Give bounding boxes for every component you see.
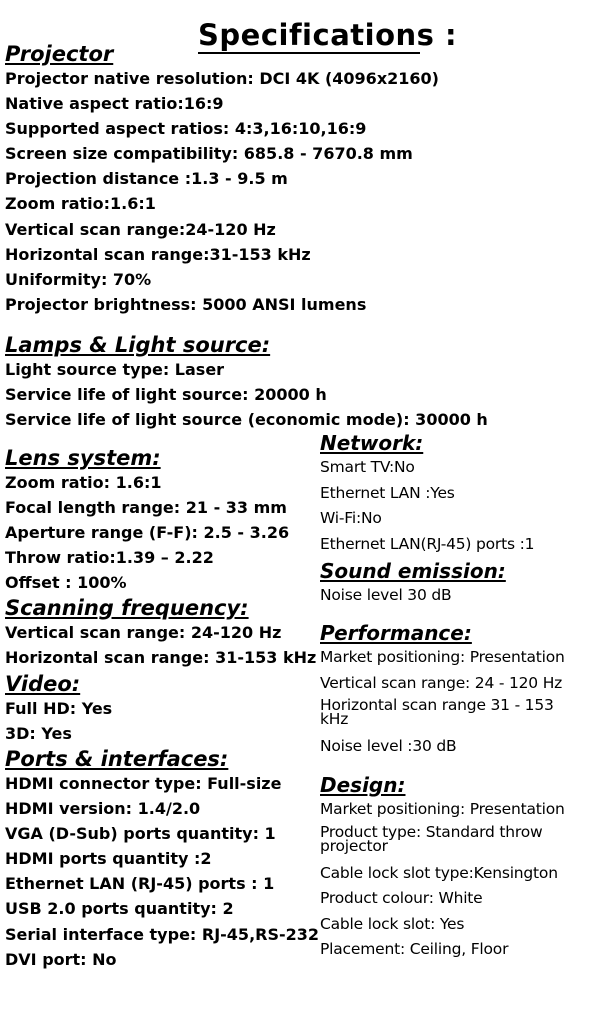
spec-line: USB 2.0 ports quantity: 2 [5, 899, 234, 919]
spec-line: Noise level 30 dB [320, 586, 452, 604]
spec-line: Market positioning: Presentation [320, 800, 565, 818]
spec-line: Projector native resolution: DCI 4K (4096x2160) [5, 69, 439, 88]
spec-line: Uniformity: 70% [5, 269, 152, 289]
section-performance [320, 621, 585, 760]
spec-line: Full HD: Yes [5, 699, 113, 718]
spec-line: Service life of light source (economic mode): 30000 h [5, 410, 488, 430]
spec-line: Zoom ratio: 1.6:1 [5, 473, 162, 492]
section-design [320, 773, 585, 963]
spec-line: VGA (D-Sub) ports quantity: 1 [5, 824, 276, 844]
spec-line: Vertical scan range:24-120 Hz [5, 219, 276, 239]
section-sound [320, 559, 506, 609]
spec-line: Projector brightness: 5000 ANSI lumens [5, 294, 367, 314]
spec-line: Product colour: White [320, 889, 483, 907]
spec-line: Horizontal scan range 31 - 153 kHz [320, 696, 554, 728]
spec-line: Screen size compatibility: 685.8 - 7670.8 mm [5, 144, 413, 164]
spec-line: Offset : 100% [5, 573, 127, 593]
spec-line: Service life of light source: 20000 h [5, 385, 327, 405]
spec-line: Throw ratio:1.39 – 2.22 [5, 548, 214, 568]
spec-line: Cable lock slot: Yes [320, 914, 465, 933]
section-heading: Ports & interfaces: [5, 747, 229, 771]
spec-line: Smart TV:No [320, 458, 415, 476]
section-heading: Scanning frequency: [5, 596, 249, 620]
spec-line: Wi-Fi:No [320, 509, 382, 527]
section-scanning [5, 596, 316, 670]
spec-line: Vertical scan range: 24 - 120 Hz [320, 673, 563, 692]
spec-line: Projection distance :1.3 - 9.5 m [5, 169, 288, 189]
spec-line: Focal length range: 21 - 33 mm [5, 498, 287, 518]
section-heading: Design: [320, 773, 406, 797]
spec-line: Zoom ratio:1.6:1 [5, 194, 156, 214]
section-heading: Sound emission: [320, 559, 506, 583]
section-heading: Lamps & Light source: [5, 333, 271, 357]
section-heading: Lens system: [5, 446, 161, 470]
spec-line: Ethernet LAN(RJ-45) ports :1 [320, 534, 535, 553]
section-projector [5, 42, 439, 317]
spec-line: HDMI ports quantity :2 [5, 849, 212, 869]
section-lamps [5, 333, 488, 432]
spec-line: Noise level :30 dB [320, 737, 457, 755]
spec-line: 3D: Yes [5, 724, 72, 744]
spec-line: Horizontal scan range:31-153 kHz [5, 244, 311, 264]
spec-line: Cable lock slot type:Kensington [320, 863, 558, 882]
section-ports [5, 747, 319, 972]
spec-line: DVI port: No [5, 949, 117, 969]
page-title: Specifications : [198, 18, 458, 52]
section-network [320, 431, 534, 557]
spec-line: Serial interface type: RJ-45,RS-232 [5, 924, 320, 944]
spec-line: Light source type: Laser [5, 360, 225, 379]
spec-line: Market positioning: Presentation [320, 648, 565, 666]
section-heading: Video: [5, 672, 81, 696]
spec-line: Vertical scan range: 24-120 Hz [5, 623, 282, 642]
section-heading: Network: [320, 431, 424, 455]
spec-line: Product type: Standard throw projector [320, 822, 543, 855]
spec-line: Supported aspect ratios: 4:3,16:10,16:9 [5, 119, 367, 139]
section-lens [5, 446, 289, 595]
spec-line: Aperture range (F-F): 2.5 - 3.26 [5, 523, 290, 543]
spec-line: Horizontal scan range: 31-153 kHz [5, 648, 317, 668]
section-video [5, 672, 112, 746]
spec-line: Native aspect ratio:16:9 [5, 94, 224, 114]
spec-line: Ethernet LAN (RJ-45) ports : 1 [5, 874, 275, 894]
spec-line: HDMI connector type: Full-size [5, 774, 282, 793]
section-heading: Performance: [320, 621, 472, 645]
spec-line: Placement: Ceiling, Floor [320, 940, 509, 958]
spec-line: HDMI version: 1.4/2.0 [5, 799, 201, 819]
section-heading: Projector [5, 42, 114, 66]
spec-line: Ethernet LAN :Yes [320, 483, 455, 502]
